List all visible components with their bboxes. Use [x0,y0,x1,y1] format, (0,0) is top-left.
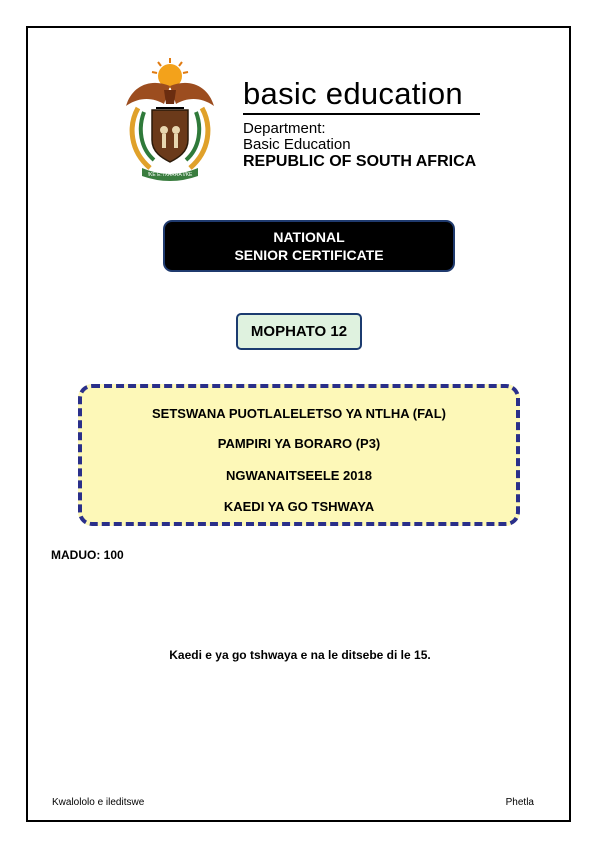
subject-title: SETSWANA PUOTLALELETSO YA NTLHA (FAL) [152,406,446,421]
document-type: KAEDI YA GO TSHWAYA [223,499,375,514]
paper-number: PAMPIRI YA BORARO (P3) [217,436,381,451]
footer-turn-over: Phetla [505,797,534,808]
country-name: REPUBLIC OF SOUTH AFRICA [243,153,477,170]
brand-divider [243,113,480,115]
exam-session: NGWANAITSEELE 2018 [226,468,372,483]
certificate-line-1: NATIONAL [273,229,345,245]
department-name: Basic Education [243,136,351,153]
coat-of-arms-motto: !KE E: /XARRA //KE [147,172,193,178]
department-label: Department: [243,120,326,137]
coat-of-arms-logo [120,56,220,184]
page-count-notice: Kaedi e ya go tshwaya e na le ditsebe di le 15. [169,648,431,662]
brand-title: basic education [243,76,463,111]
paper-title-box [78,384,520,526]
certificate-line-2: SENIOR CERTIFICATE [234,247,384,263]
grade-badge: MOPHATO 12 [236,313,362,350]
total-marks: MADUO: 100 [51,548,124,562]
certificate-banner [165,222,453,270]
footer-copyright: Kwalololo e ileditswe [52,797,145,808]
